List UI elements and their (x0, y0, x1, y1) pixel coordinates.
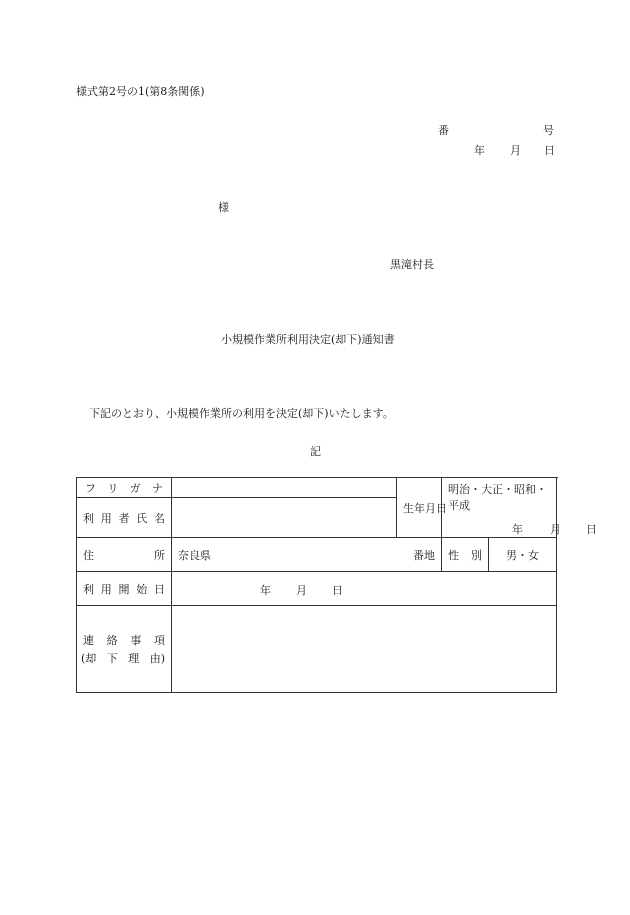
contact-char: 項 (153, 634, 165, 647)
address-char: 所 (154, 548, 165, 562)
start-year: 年 (260, 583, 271, 597)
furigana-char: ガ (129, 481, 141, 495)
dob-char: 日 (436, 501, 447, 515)
form-code: 様式第2号の1(第8条関係) (76, 85, 205, 98)
number-label: 番 (438, 124, 449, 137)
date-year: 年 (474, 144, 485, 157)
contact-sub-char: 下 (106, 652, 118, 665)
date-day: 日 (544, 144, 555, 157)
document-title: 小規模作業所利用決定(却下)通知書 (221, 333, 395, 346)
address-input[interactable] (172, 538, 442, 572)
body-text: 下記のとおり、小規模作業所の利用を決定(却下)いたします。 (89, 407, 394, 420)
start-char: 用 (100, 582, 112, 596)
furigana-char: リ (107, 481, 119, 495)
dob-label-cell (397, 478, 447, 538)
start-char: 日 (154, 582, 165, 596)
era-options: 明治・大正・昭和・平成 (448, 483, 547, 512)
start-char: 開 (118, 582, 130, 596)
name-char: 者 (118, 511, 130, 525)
gender-options[interactable] (489, 538, 557, 572)
address-char: 住 (83, 548, 94, 562)
dob-year: 年 (512, 523, 523, 536)
start-date-label-cell (77, 572, 172, 606)
addressee-suffix: 様 (218, 201, 229, 214)
dob-day: 日 (586, 523, 597, 536)
start-date-input[interactable] (172, 572, 557, 606)
contact-sub-char: 理 (128, 652, 140, 665)
gender-char: 性 (448, 548, 459, 562)
furigana-char: フ (85, 481, 96, 495)
address-suffix: 番地 (413, 548, 435, 562)
contact-char: 絡 (106, 634, 118, 647)
number-suffix: 号 (543, 124, 554, 137)
ki-label: 記 (310, 445, 321, 458)
gender-options-text: 男・女 (506, 548, 539, 562)
start-day: 日 (332, 583, 343, 597)
issuer-name: 黒滝村長 (390, 258, 434, 271)
dob-value-cell[interactable] (442, 478, 597, 538)
name-input[interactable] (172, 498, 397, 538)
start-month: 月 (296, 583, 307, 597)
contact-input[interactable] (172, 606, 557, 693)
name-char: 利 (83, 511, 94, 525)
address-prefix: 奈良県 (178, 548, 211, 562)
contact-sub-char: 由) (149, 652, 165, 665)
furigana-char: ナ (151, 481, 163, 495)
dob-month: 月 (550, 523, 561, 536)
dob-char: 年 (414, 501, 425, 515)
contact-char: 事 (130, 634, 142, 647)
name-label-cell (77, 498, 172, 538)
name-char: 氏 (136, 511, 148, 525)
name-char: 名 (154, 511, 165, 525)
contact-char: 連 (83, 634, 94, 647)
address-label-cell (77, 538, 172, 572)
application-table (76, 477, 597, 693)
name-char: 用 (100, 511, 112, 525)
dob-char: 生 (403, 501, 414, 515)
contact-label-cell (77, 606, 172, 693)
date-month: 月 (510, 144, 521, 157)
gender-char: 別 (471, 548, 482, 562)
dob-char: 月 (425, 501, 436, 515)
gender-label-cell (442, 538, 489, 572)
start-char: 利 (83, 582, 94, 596)
contact-sub-char: (却 (81, 652, 97, 665)
furigana-label-cell (77, 478, 172, 498)
start-char: 始 (136, 582, 148, 596)
furigana-input[interactable] (172, 478, 397, 498)
